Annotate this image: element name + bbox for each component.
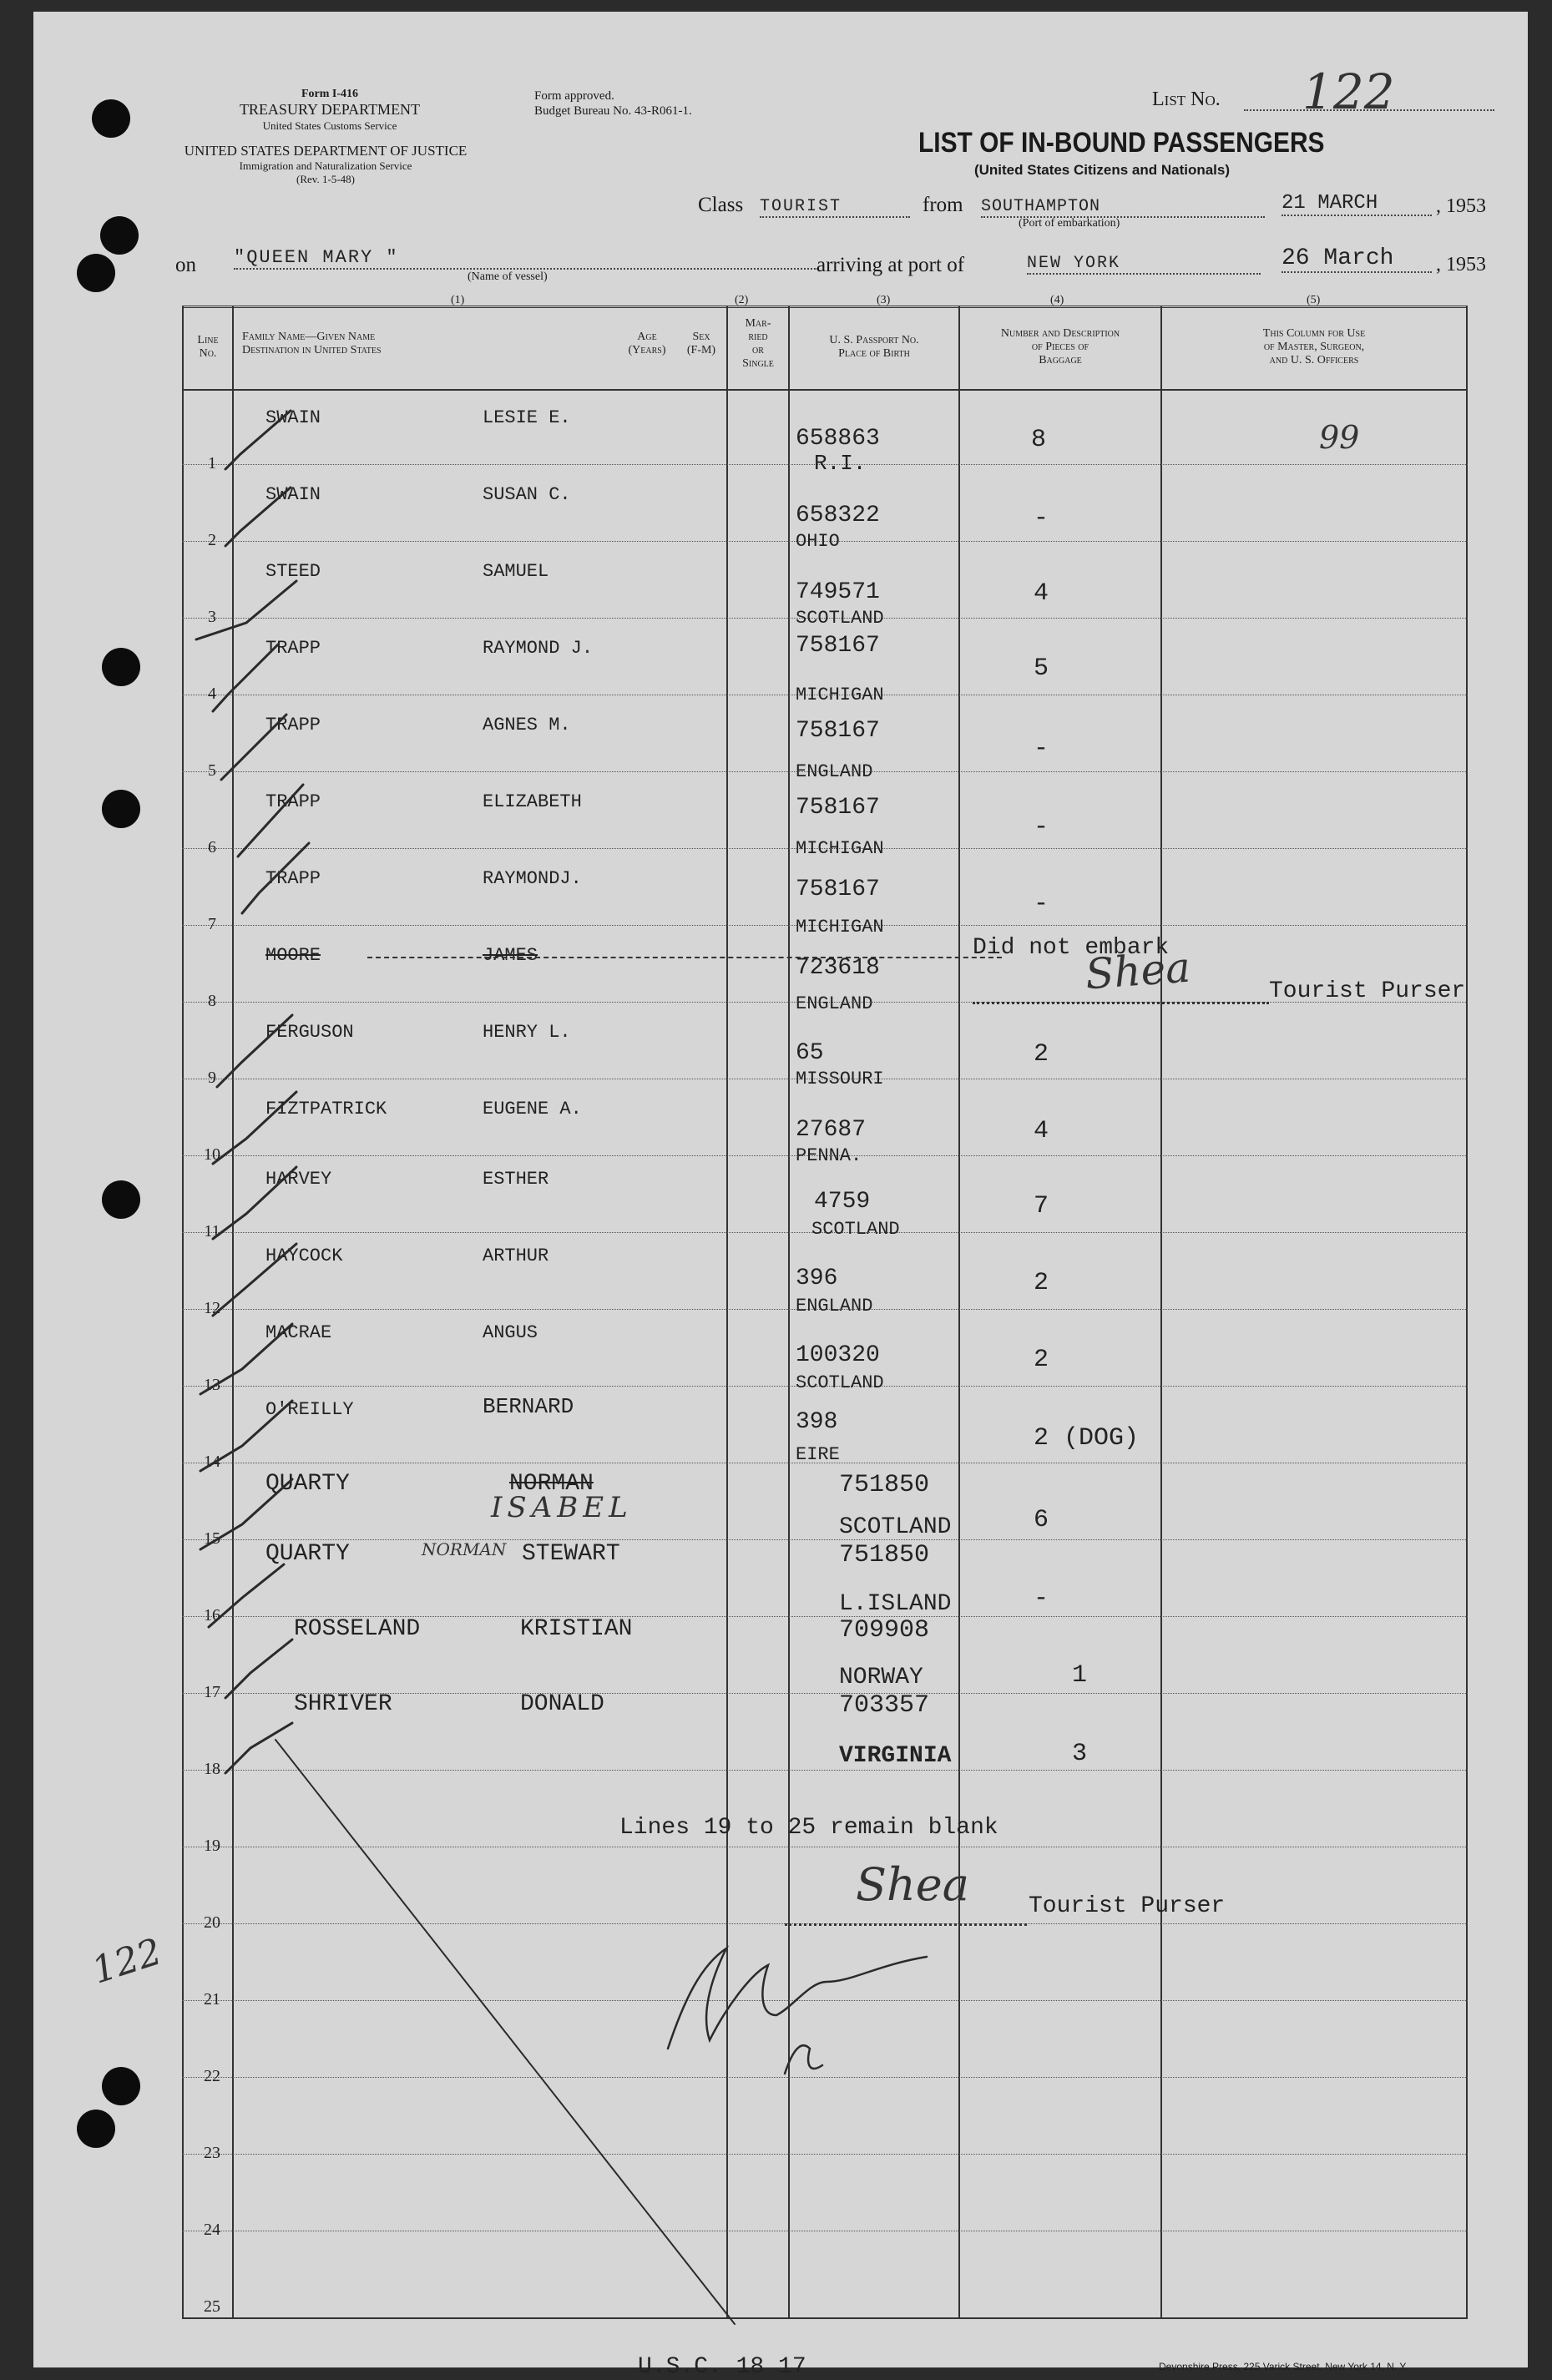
baggage: 8 [1031, 426, 1047, 454]
baggage: - [1034, 1584, 1049, 1613]
line-number: 17 [204, 1683, 220, 1701]
blank-lines-note: Lines 19 to 25 remain blank [619, 1815, 998, 1841]
given-name: SAMUEL [483, 561, 549, 582]
line-number: 4 [208, 685, 216, 703]
line-number: 24 [204, 2221, 220, 2239]
check-mark [213, 1092, 296, 1164]
col-num-1: (1) [451, 294, 465, 306]
line-number: 3 [208, 608, 216, 626]
family-name: STEED [265, 561, 321, 582]
line-number: 15 [204, 1529, 220, 1548]
birthplace: ENGLAND [796, 761, 873, 782]
justice-department: UNITED STATES DEPARTMENT OF JUSTICE [184, 143, 468, 159]
page-title: LIST OF IN-BOUND PASSENGERS [918, 127, 1325, 159]
line-number: 9 [208, 1069, 216, 1087]
header-name: Family Name—Given Name Destination in United States [242, 331, 382, 356]
col-num-4: (4) [1050, 294, 1064, 306]
given-name: BERNARD [483, 1394, 574, 1419]
header-married: Mar- ried or Single [742, 317, 774, 370]
birthplace: R.I. [814, 451, 867, 476]
family-name: TRAPP [265, 868, 321, 889]
margin-list-number: 122 [87, 1930, 167, 1993]
given-name: ANGUS [483, 1322, 538, 1343]
baggage: 4 [1034, 1117, 1049, 1145]
embark-date: 21 MARCH [1282, 192, 1432, 216]
passport-no: 749571 [796, 579, 880, 605]
passport-no: 723618 [796, 955, 880, 981]
immigration-service: Immigration and Naturalization Service [239, 159, 412, 172]
family-name: SHRIVER [294, 1691, 392, 1717]
family-name: FIZTPATRICK [265, 1099, 387, 1119]
arriving-label: arriving at port of [816, 254, 965, 276]
line-number: 20 [204, 1913, 220, 1932]
header-officers: This Column for Use of Master, Surgeon, and U. S. Officers [1262, 327, 1366, 366]
birthplace: SCOTLAND [796, 608, 884, 629]
family-name: MACRAE [265, 1322, 332, 1343]
passport-no: 398 [796, 1409, 838, 1435]
baggage: 6 [1034, 1506, 1049, 1534]
passport-no: 658863 [796, 426, 880, 452]
baggage: 2 [1034, 1269, 1049, 1297]
family-name: TRAPP [265, 638, 321, 659]
line-number: 13 [204, 1376, 220, 1394]
col-num-3: (3) [877, 294, 891, 306]
baggage: 3 [1072, 1740, 1088, 1768]
given-name-correction: ISABEL [491, 1491, 633, 1524]
check-mark [200, 1401, 292, 1471]
check-mark [221, 715, 286, 780]
footer-usc: U.S.C. 18 17 [638, 2354, 806, 2380]
given-name: RAYMONDJ. [483, 868, 582, 889]
baggage: 2 [1034, 1040, 1049, 1069]
family-name: SWAIN [265, 484, 321, 505]
line-number: 2 [208, 531, 216, 549]
baggage: 7 [1034, 1192, 1049, 1220]
footer-printer: Devonshire Press, 225 Varick Street, New York 14, N. Y. [1159, 2361, 1408, 2372]
given-name: AGNES M. [483, 715, 571, 735]
purser-title: Tourist Purser [1269, 978, 1466, 1004]
baggage: - [1034, 890, 1049, 918]
on-label: on [175, 254, 196, 276]
birthplace: ENGLAND [796, 1296, 873, 1316]
check-mark [242, 843, 309, 913]
header-age: Age (Years) [628, 331, 666, 356]
list-no-label: List No. [1152, 88, 1221, 110]
family-name: HAYCOCK [265, 1246, 343, 1266]
header-sex: Sex (F-M) [686, 331, 716, 356]
check-mark [213, 644, 278, 711]
purser-signature-2: Shea [856, 1858, 969, 1911]
col-num-2: (2) [735, 294, 749, 306]
line-number: 7 [208, 915, 216, 933]
birthplace: SCOTLAND [839, 1514, 952, 1540]
header-passport: U. S. Passport No. Place of Birth [829, 334, 919, 360]
birthplace: PENNA. [796, 1145, 862, 1166]
treasury-department: TREASURY DEPARTMENT [239, 101, 421, 118]
check-mark [209, 1564, 284, 1627]
check-mark [200, 1479, 292, 1549]
line-number: 6 [208, 838, 216, 856]
line-number: 16 [204, 1606, 220, 1625]
check-mark [225, 488, 291, 546]
family-name: ROSSELAND [294, 1616, 421, 1642]
official-signature-scrawl [668, 1948, 927, 2049]
form-number: Form I-416 [301, 88, 359, 100]
revision-date: (Rev. 1-5-48) [296, 173, 355, 185]
birthplace: SCOTLAND [796, 1372, 884, 1393]
line-number: 22 [204, 2067, 220, 2085]
birthplace: OHIO [796, 531, 840, 552]
family-name: O'REILLY [265, 1399, 354, 1420]
budget-bureau: Budget Bureau No. 43-R061-1. [534, 104, 692, 118]
birthplace: L.ISLAND [839, 1591, 952, 1617]
birthplace: MICHIGAN [796, 685, 884, 705]
check-mark [225, 411, 291, 469]
line-number: 14 [204, 1453, 220, 1471]
void-diagonal [276, 1740, 735, 2324]
given-name: EUGENE A. [483, 1099, 582, 1119]
passport-no: 4759 [814, 1189, 871, 1215]
pen-marks [33, 12, 1528, 2367]
birthplace: VIRGINIA [839, 1743, 952, 1769]
line-number: 11 [204, 1222, 220, 1241]
family-name: FERGUSON [265, 1022, 354, 1043]
baggage: 4 [1034, 579, 1049, 608]
line-number: 25 [204, 2297, 220, 2316]
birthplace: MICHIGAN [796, 838, 884, 859]
passport-no: 709908 [839, 1616, 930, 1645]
passport-no: 65 [796, 1040, 824, 1066]
family-name: TRAPP [265, 791, 321, 812]
page-subtitle: (United States Citizens and Nationals) [973, 162, 1231, 178]
port-of-embarkation: SOUTHAMPTON [981, 197, 1265, 218]
line-number: 19 [204, 1837, 220, 1855]
did-not-embark: Did not embark [973, 935, 1170, 961]
check-mark [213, 1244, 296, 1316]
birthplace: NORWAY [839, 1665, 923, 1690]
birthplace: MICHIGAN [796, 917, 884, 937]
given-name: KRISTIAN [520, 1616, 633, 1642]
birthplace: MISSOURI [796, 1069, 884, 1089]
family-name: QUARTY [265, 1541, 350, 1567]
check-mark [217, 1015, 292, 1087]
birthplace: ENGLAND [796, 993, 873, 1014]
form-approved: Form approved. [534, 89, 614, 103]
given-name: JAMES [483, 945, 538, 966]
list-number: 122 [1302, 63, 1395, 120]
passport-no: 396 [796, 1266, 838, 1291]
family-name: TRAPP [265, 715, 321, 735]
line-number: 12 [204, 1299, 220, 1317]
passport-no: 658322 [796, 503, 880, 528]
baggage: 5 [1034, 654, 1049, 683]
given-name-insert: NORMAN [422, 1539, 507, 1559]
given-name: HENRY L. [483, 1022, 571, 1043]
officer-note: 99 [1319, 419, 1360, 456]
vessel-name: "QUEEN MARY " [234, 247, 818, 270]
given-name: SUSAN C. [483, 484, 571, 505]
baggage: - [1034, 813, 1049, 841]
vessel-caption: (Name of vessel) [468, 270, 548, 283]
header-baggage: Number and Description of Pieces of Baggage [1000, 327, 1120, 366]
line-number: 23 [204, 2144, 220, 2162]
embark-year: , 1953 [1436, 195, 1486, 217]
given-name: RAYMOND J. [483, 638, 594, 659]
line-number: 5 [208, 761, 216, 780]
arrival-date: 26 March [1282, 245, 1432, 273]
check-mark [225, 1640, 292, 1698]
manifest-sheet [33, 12, 1528, 2380]
baggage: 2 (DOG) [1034, 1424, 1140, 1453]
col-num-5: (5) [1307, 294, 1321, 306]
line-number: 8 [208, 992, 216, 1010]
check-mark [196, 581, 296, 639]
birthplace: SCOTLAND [811, 1219, 900, 1240]
baggage: - [1034, 504, 1049, 533]
family-name: SWAIN [265, 407, 321, 428]
given-name: ESTHER [483, 1169, 549, 1190]
check-mark [213, 1167, 296, 1239]
baggage: 1 [1072, 1661, 1088, 1690]
line-number: 1 [208, 454, 216, 472]
header-line-no: Line No. [197, 334, 219, 360]
arrival-year: , 1953 [1436, 254, 1486, 275]
given-name: STEWART [522, 1541, 620, 1567]
purser-signature: Shea [1084, 942, 1192, 999]
passport-no: 27687 [796, 1117, 867, 1143]
class-label: Class [698, 194, 744, 216]
passport-no: 758167 [796, 795, 880, 821]
class-value: TOURIST [760, 197, 910, 218]
official-initials-scrawl [785, 2045, 822, 2074]
given-name: ELIZABETH [483, 791, 582, 812]
passport-no: 758167 [796, 633, 880, 659]
line-number: 10 [204, 1145, 220, 1164]
from-label: from [923, 194, 963, 216]
passport-no: 751850 [839, 1541, 930, 1569]
passport-no: 100320 [796, 1342, 880, 1368]
customs-service: United States Customs Service [262, 119, 397, 132]
passport-no: 703357 [839, 1691, 930, 1720]
family-name: MOORE [265, 945, 321, 966]
passport-no: 758167 [796, 877, 880, 902]
given-name: ARTHUR [483, 1246, 549, 1266]
baggage: - [1034, 735, 1049, 763]
arrival-port: NEW YORK [1027, 254, 1261, 275]
given-name: LESIE E. [483, 407, 571, 428]
check-mark [238, 785, 303, 856]
baggage: 2 [1034, 1346, 1049, 1374]
passport-no: 751850 [839, 1471, 930, 1499]
birthplace: EIRE [796, 1444, 840, 1465]
line-number: 18 [204, 1760, 220, 1778]
check-mark [200, 1324, 292, 1394]
given-name: DONALD [520, 1691, 604, 1717]
purser-title-2: Tourist Purser [1029, 1893, 1226, 1919]
given-name: NORMAN [509, 1471, 594, 1497]
family-name: QUARTY [265, 1471, 350, 1497]
port-caption: (Port of embarkation) [1019, 217, 1120, 230]
passport-no: 758167 [796, 718, 880, 744]
line-number: 21 [204, 1990, 220, 2009]
family-name: HARVEY [265, 1169, 332, 1190]
